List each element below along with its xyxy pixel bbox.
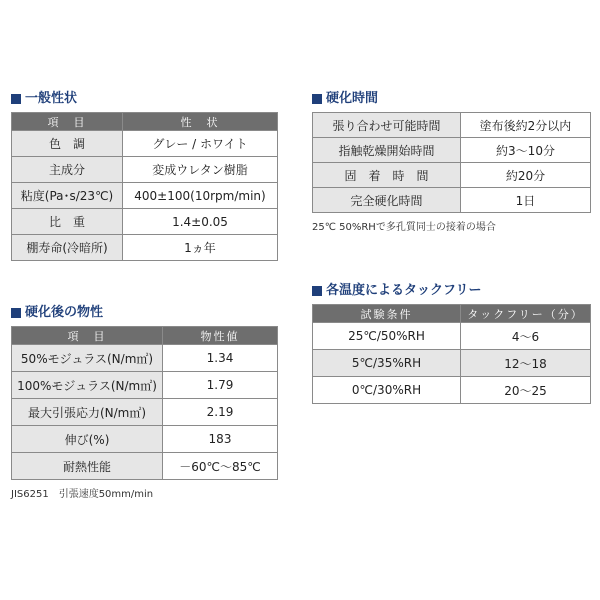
cure-time-title: 硬化時間: [312, 91, 591, 107]
row-value: 183: [163, 426, 278, 453]
table-header-row: [12, 327, 278, 345]
column-header: 試験条件: [313, 305, 461, 323]
row-value: 1.79: [163, 372, 278, 399]
tack-free-table: [312, 304, 591, 404]
table-row: [12, 399, 278, 426]
row-label: 5℃/35%RH: [313, 350, 461, 377]
row-value: 1.34: [163, 345, 278, 372]
column-header: 項 目: [12, 113, 123, 131]
row-label: 比 重: [12, 209, 123, 235]
cure-time-table: [312, 112, 591, 213]
row-value: 塗布後約2分以内: [461, 113, 591, 138]
table-row: [313, 138, 591, 163]
physical-properties-section: [11, 305, 278, 500]
table-row: [313, 188, 591, 213]
column-header: 性 状: [123, 113, 278, 131]
row-label: 主成分: [12, 157, 123, 183]
row-label: 指触乾燥開始時間: [313, 138, 461, 163]
row-value: 400±100(10rpm/min): [123, 183, 278, 209]
square-bullet-icon: [312, 286, 322, 296]
row-label: 固 着 時 間: [313, 163, 461, 188]
table-row: [12, 372, 278, 399]
row-label: 0℃/30%RH: [313, 377, 461, 404]
row-value: 1ヵ年: [123, 235, 278, 261]
column-header: 物性値: [163, 327, 278, 345]
row-value: 12～18: [461, 350, 591, 377]
table-row: [12, 345, 278, 372]
square-bullet-icon: [312, 94, 322, 104]
physical-properties-note: JIS6251 引張速度50mm/min: [11, 489, 154, 500]
row-value: グレー / ホワイト: [123, 131, 278, 157]
physical-properties-title: 硬化後の物性: [11, 305, 278, 321]
table-row: [12, 209, 278, 235]
table-row: [313, 350, 591, 377]
table-row: [313, 113, 591, 138]
cure-time-section: [312, 91, 591, 233]
row-label: 伸び(%): [12, 426, 163, 453]
row-value: 変成ウレタン樹脂: [123, 157, 278, 183]
row-label: 完全硬化時間: [313, 188, 461, 213]
table-row: [12, 426, 278, 453]
row-label: 25℃/50%RH: [313, 323, 461, 350]
general-properties-section: [11, 91, 278, 261]
physical-properties-table: [11, 326, 278, 480]
row-value: 4～6: [461, 323, 591, 350]
table-row: [12, 453, 278, 480]
square-bullet-icon: [11, 94, 21, 104]
row-label: 耐熱性能: [12, 453, 163, 480]
general-properties-table: [11, 112, 278, 261]
row-label: 色 調: [12, 131, 123, 157]
cure-time-note: 25℃ 50%RHで多孔質同士の接着の場合: [312, 222, 496, 233]
row-label: 50%モジュラス(N/m㎡): [12, 345, 163, 372]
square-bullet-icon: [11, 308, 21, 318]
row-value: 約20分: [461, 163, 591, 188]
row-value: 約3～10分: [461, 138, 591, 163]
table-header-row: [12, 113, 278, 131]
row-label: 張り合わせ可能時間: [313, 113, 461, 138]
row-label: 最大引張応力(N/m㎡): [12, 399, 163, 426]
row-value: 1.4±0.05: [123, 209, 278, 235]
row-value: 20～25: [461, 377, 591, 404]
table-row: [313, 377, 591, 404]
table-row: [12, 183, 278, 209]
tack-free-section: [312, 283, 591, 404]
row-value: 2.19: [163, 399, 278, 426]
table-row: [12, 131, 278, 157]
row-label: 粘度(Pa･s/23℃): [12, 183, 123, 209]
table-header-row: [313, 305, 591, 323]
table-row: [12, 235, 278, 261]
table-row: [313, 323, 591, 350]
column-header: タックフリー（分）: [461, 305, 591, 323]
row-value: －60℃～85℃: [163, 453, 278, 480]
row-label: 棚寿命(冷暗所): [12, 235, 123, 261]
table-row: [313, 163, 591, 188]
tack-free-title: 各温度によるタックフリー: [312, 283, 591, 299]
row-value: 1日: [461, 188, 591, 213]
general-properties-title: 一般性状: [11, 91, 278, 107]
column-header: 項 目: [12, 327, 163, 345]
table-row: [12, 157, 278, 183]
row-label: 100%モジュラス(N/m㎡): [12, 372, 163, 399]
